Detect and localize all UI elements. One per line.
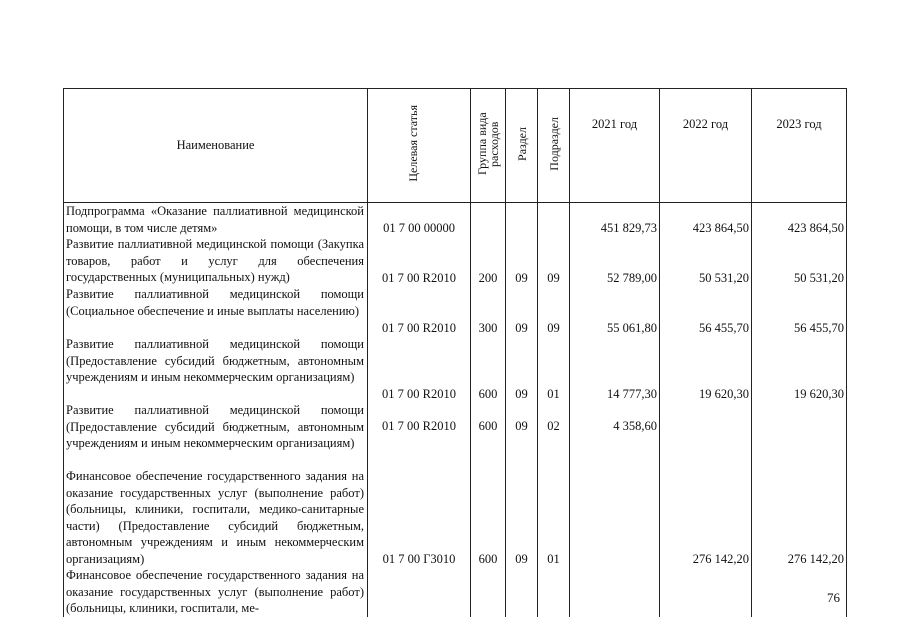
header-group-cell [471, 89, 506, 203]
row-2021: 14 777,30 [570, 336, 660, 402]
table-row [64, 286, 847, 336]
table-row [64, 336, 847, 402]
table-header-row [64, 89, 847, 203]
row-2022 [660, 402, 752, 468]
row-section [506, 203, 538, 237]
row-2022: 19 620,30 [660, 336, 752, 402]
header-target: Целевая статья [406, 105, 420, 182]
row-2021: 451 829,73 [570, 203, 660, 237]
row-group: 300 [471, 286, 506, 336]
row-2023: 423 864,50 [752, 203, 847, 237]
row-group [471, 567, 506, 617]
row-2021 [570, 468, 660, 567]
row-section: 09 [506, 336, 538, 402]
row-target [368, 567, 471, 617]
row-target: 01 7 00 R2010 [368, 336, 471, 402]
budget-table [63, 88, 847, 617]
row-2022 [660, 567, 752, 617]
row-name: Развитие паллиативной медицинской помощи (Социальное обеспечение и иные выплаты населению) [64, 286, 368, 336]
row-name: Подпрограмма «Оказание паллиативной медицинской помощи, в том числе детям» [64, 203, 368, 237]
row-2021: 55 061,80 [570, 286, 660, 336]
row-2022: 50 531,20 [660, 236, 752, 286]
row-group: 200 [471, 236, 506, 286]
row-2021 [570, 567, 660, 617]
row-subsection: 09 [538, 236, 570, 286]
header-section-cell [506, 89, 538, 203]
row-section: 09 [506, 286, 538, 336]
table-row [64, 567, 847, 617]
row-name: Развитие паллиативной медицинской помощи (Закупка товаров, работ и услуг для обеспечения государственных (муниципальных) нужд) [64, 236, 368, 286]
table-row [64, 236, 847, 286]
header-subsection: Подраздел [546, 116, 561, 171]
header-2021: 2021 год [570, 89, 660, 203]
row-group: 600 [471, 336, 506, 402]
row-subsection: 02 [538, 402, 570, 468]
row-2023: 50 531,20 [752, 236, 847, 286]
row-2021: 52 789,00 [570, 236, 660, 286]
row-subsection: 01 [538, 336, 570, 402]
header-section: Раздел [514, 126, 529, 161]
row-2022: 276 142,20 [660, 468, 752, 567]
row-target: 01 7 00 00000 [368, 203, 471, 237]
row-name: Финансовое обеспечение государственного задания на оказание государственных услуг (выполнение работ) (больницы, клиники, госпитали, медико-санитарные части) (Предоставление субсидий бюджетным, автономным учреждениям и иным некоммерческим организациям) [64, 468, 368, 567]
row-target: 01 7 00 Г3010 [368, 468, 471, 567]
header-group: Группа вида расходов [475, 112, 501, 175]
row-section: 09 [506, 468, 538, 567]
row-group: 600 [471, 402, 506, 468]
row-2022: 423 864,50 [660, 203, 752, 237]
row-2021: 4 358,60 [570, 402, 660, 468]
page-number: 76 [827, 590, 840, 605]
row-2023: 276 142,20 [752, 468, 847, 567]
row-2023: 19 620,30 [752, 336, 847, 402]
row-2022: 56 455,70 [660, 286, 752, 336]
row-subsection: 01 [538, 468, 570, 567]
row-subsection [538, 203, 570, 237]
row-group [471, 203, 506, 237]
row-2023: 56 455,70 [752, 286, 847, 336]
row-name: Финансовое обеспечение государственного задания на оказание государственных услуг (выполнение работ) (больницы, клиники, госпитали, ме- [64, 567, 368, 617]
row-subsection: 09 [538, 286, 570, 336]
header-name: Наименование [64, 89, 368, 203]
table-row [64, 468, 847, 567]
row-target: 01 7 00 R2010 [368, 236, 471, 286]
row-subsection [538, 567, 570, 617]
header-2023: 2023 год [752, 89, 847, 203]
header-subsection-cell [538, 89, 570, 203]
row-2023 [752, 402, 847, 468]
row-group: 600 [471, 468, 506, 567]
row-name: Развитие паллиативной медицинской помощи (Предоставление субсидий бюджетным, автономным учреждениям и иным некоммерческим организациям) [64, 402, 368, 468]
header-target-cell [368, 89, 471, 203]
row-section [506, 567, 538, 617]
row-section: 09 [506, 402, 538, 468]
row-target: 01 7 00 R2010 [368, 402, 471, 468]
row-name: Развитие паллиативной медицинской помощи (Предоставление субсидий бюджетным, автономным учреждениям и иным некоммерческим организациям) [64, 336, 368, 402]
budget-table-container [63, 88, 846, 615]
header-2022: 2022 год [660, 89, 752, 203]
table-row [64, 203, 847, 237]
table-row [64, 402, 847, 468]
row-section: 09 [506, 236, 538, 286]
row-target: 01 7 00 R2010 [368, 286, 471, 336]
